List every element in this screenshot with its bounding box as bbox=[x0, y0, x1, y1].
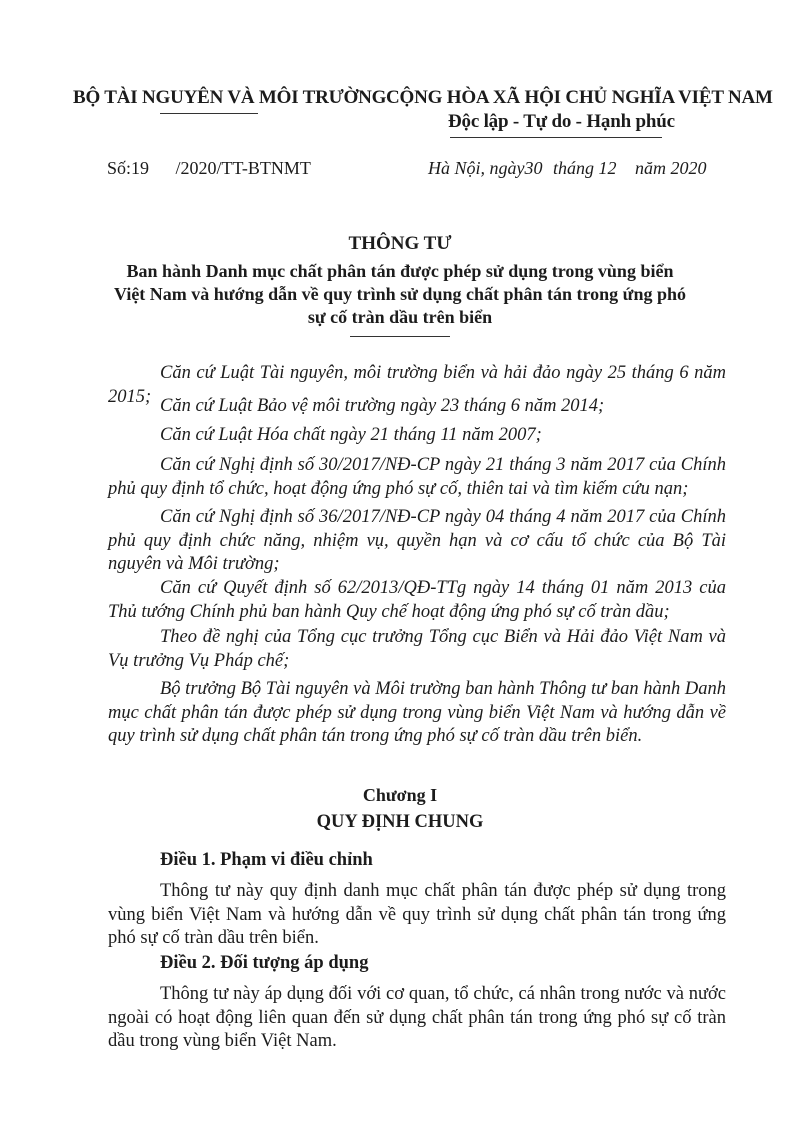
date-month: 12 bbox=[598, 158, 617, 178]
article-heading: Điều 1. Phạm vi điều chỉnh bbox=[160, 850, 373, 870]
preamble-item: Theo đề nghị của Tổng cục trưởng Tổng cục Biển và Hải đảo Việt Nam và Vụ trưởng Vụ Pháp chế; bbox=[108, 627, 726, 671]
preamble-item: Bộ trưởng Bộ Tài nguyên và Môi trường ban hành Thông tư ban hành Danh mục chất phân tán được phép sử dụng trong vùng biển Việt Nam và hướng dẫn về quy trình sử dụng chất phân tán trong ứng phó sự cố tràn dầu trên biển. bbox=[108, 679, 726, 746]
month-label: tháng bbox=[553, 158, 595, 178]
title-underline bbox=[350, 336, 450, 337]
document-number bbox=[107, 158, 311, 179]
number-prefix: Số: bbox=[107, 158, 132, 178]
preamble-item: Căn cứ Nghị định số 30/2017/NĐ-CP ngày 21 tháng 3 năm 2017 của Chính phủ quy định tổ chức, hoạt động ứng phó sự cố, thiên tai và tìm kiếm cứu nạn; bbox=[108, 455, 726, 499]
chapter-title: QUY ĐỊNH CHUNG bbox=[316, 812, 484, 832]
place-date bbox=[428, 158, 707, 179]
preamble-item: Căn cứ Quyết định số 62/2013/QĐ-TTg ngày 14 tháng 01 năm 2013 của Thủ tướng Chính phủ ban hành Quy chế hoạt động ứng phó sự cố tràn dầu; bbox=[108, 578, 726, 622]
article-text: Thông tư này áp dụng đối với cơ quan, tổ chức, cá nhân trong nước và nước ngoài có hoạt động liên quan đến sử dụng chất phân tán trong ứng phó sự cố tràn dầu trong vùng biển Việt Nam. bbox=[108, 984, 726, 1051]
preamble-item: Căn cứ Luật Hóa chất ngày 21 tháng 11 năm 2007; bbox=[160, 425, 542, 445]
document-subtitle-line-1: Ban hành Danh mục chất phân tán được phép sử dụng trong vùng biển bbox=[126, 261, 674, 281]
year-label: năm 2020 bbox=[635, 158, 707, 178]
document-type: THÔNG TƯ bbox=[348, 233, 452, 254]
place-date-prefix: Hà Nội, ngày bbox=[428, 158, 525, 178]
country-name: CỘNG HÒA XÃ HỘI CHỦ NGHĨA VIỆT NAM bbox=[386, 87, 773, 108]
preamble-item: Căn cứ Nghị định số 36/2017/NĐ-CP ngày 04 tháng 4 năm 2017 của Chính phủ quy định chức năng, nhiệm vụ, quyền hạn và cơ cấu tổ chức của Bộ Tài nguyên và Môi trường; bbox=[108, 507, 726, 574]
article-text: Thông tư này quy định danh mục chất phân tán được phép sử dụng trong vùng biển Việt Nam và hướng dẫn về quy trình sử dụng chất phân tán trong ứng phó sự cố tràn dầu trên biển. bbox=[108, 881, 726, 948]
number-suffix: /2020/TT-BTNMT bbox=[175, 158, 311, 178]
date-day: 30 bbox=[524, 158, 543, 178]
document-subtitle-line-3: sự cố tràn dầu trên biển bbox=[307, 307, 493, 327]
ministry-underline bbox=[160, 113, 258, 114]
ministry-name: BỘ TÀI NGUYÊN VÀ MÔI TRƯỜNG bbox=[73, 87, 387, 108]
motto-underline bbox=[450, 137, 662, 138]
preamble-item: Căn cứ Luật Tài nguyên, môi trường biển và hải đảo ngày 25 tháng 6 năm 2015; bbox=[108, 363, 726, 407]
number-value: 19 bbox=[131, 158, 150, 178]
document-subtitle-line-2: Việt Nam và hướng dẫn về quy trình sử dụng chất phân tán trong ứng phó bbox=[113, 284, 686, 304]
preamble-item: Căn cứ Luật Bảo vệ môi trường ngày 23 tháng 6 năm 2014; bbox=[160, 396, 605, 416]
chapter-label: Chương I bbox=[362, 785, 438, 805]
article-heading: Điều 2. Đối tượng áp dụng bbox=[160, 953, 369, 973]
national-motto: Độc lập - Tự do - Hạnh phúc bbox=[448, 111, 675, 132]
